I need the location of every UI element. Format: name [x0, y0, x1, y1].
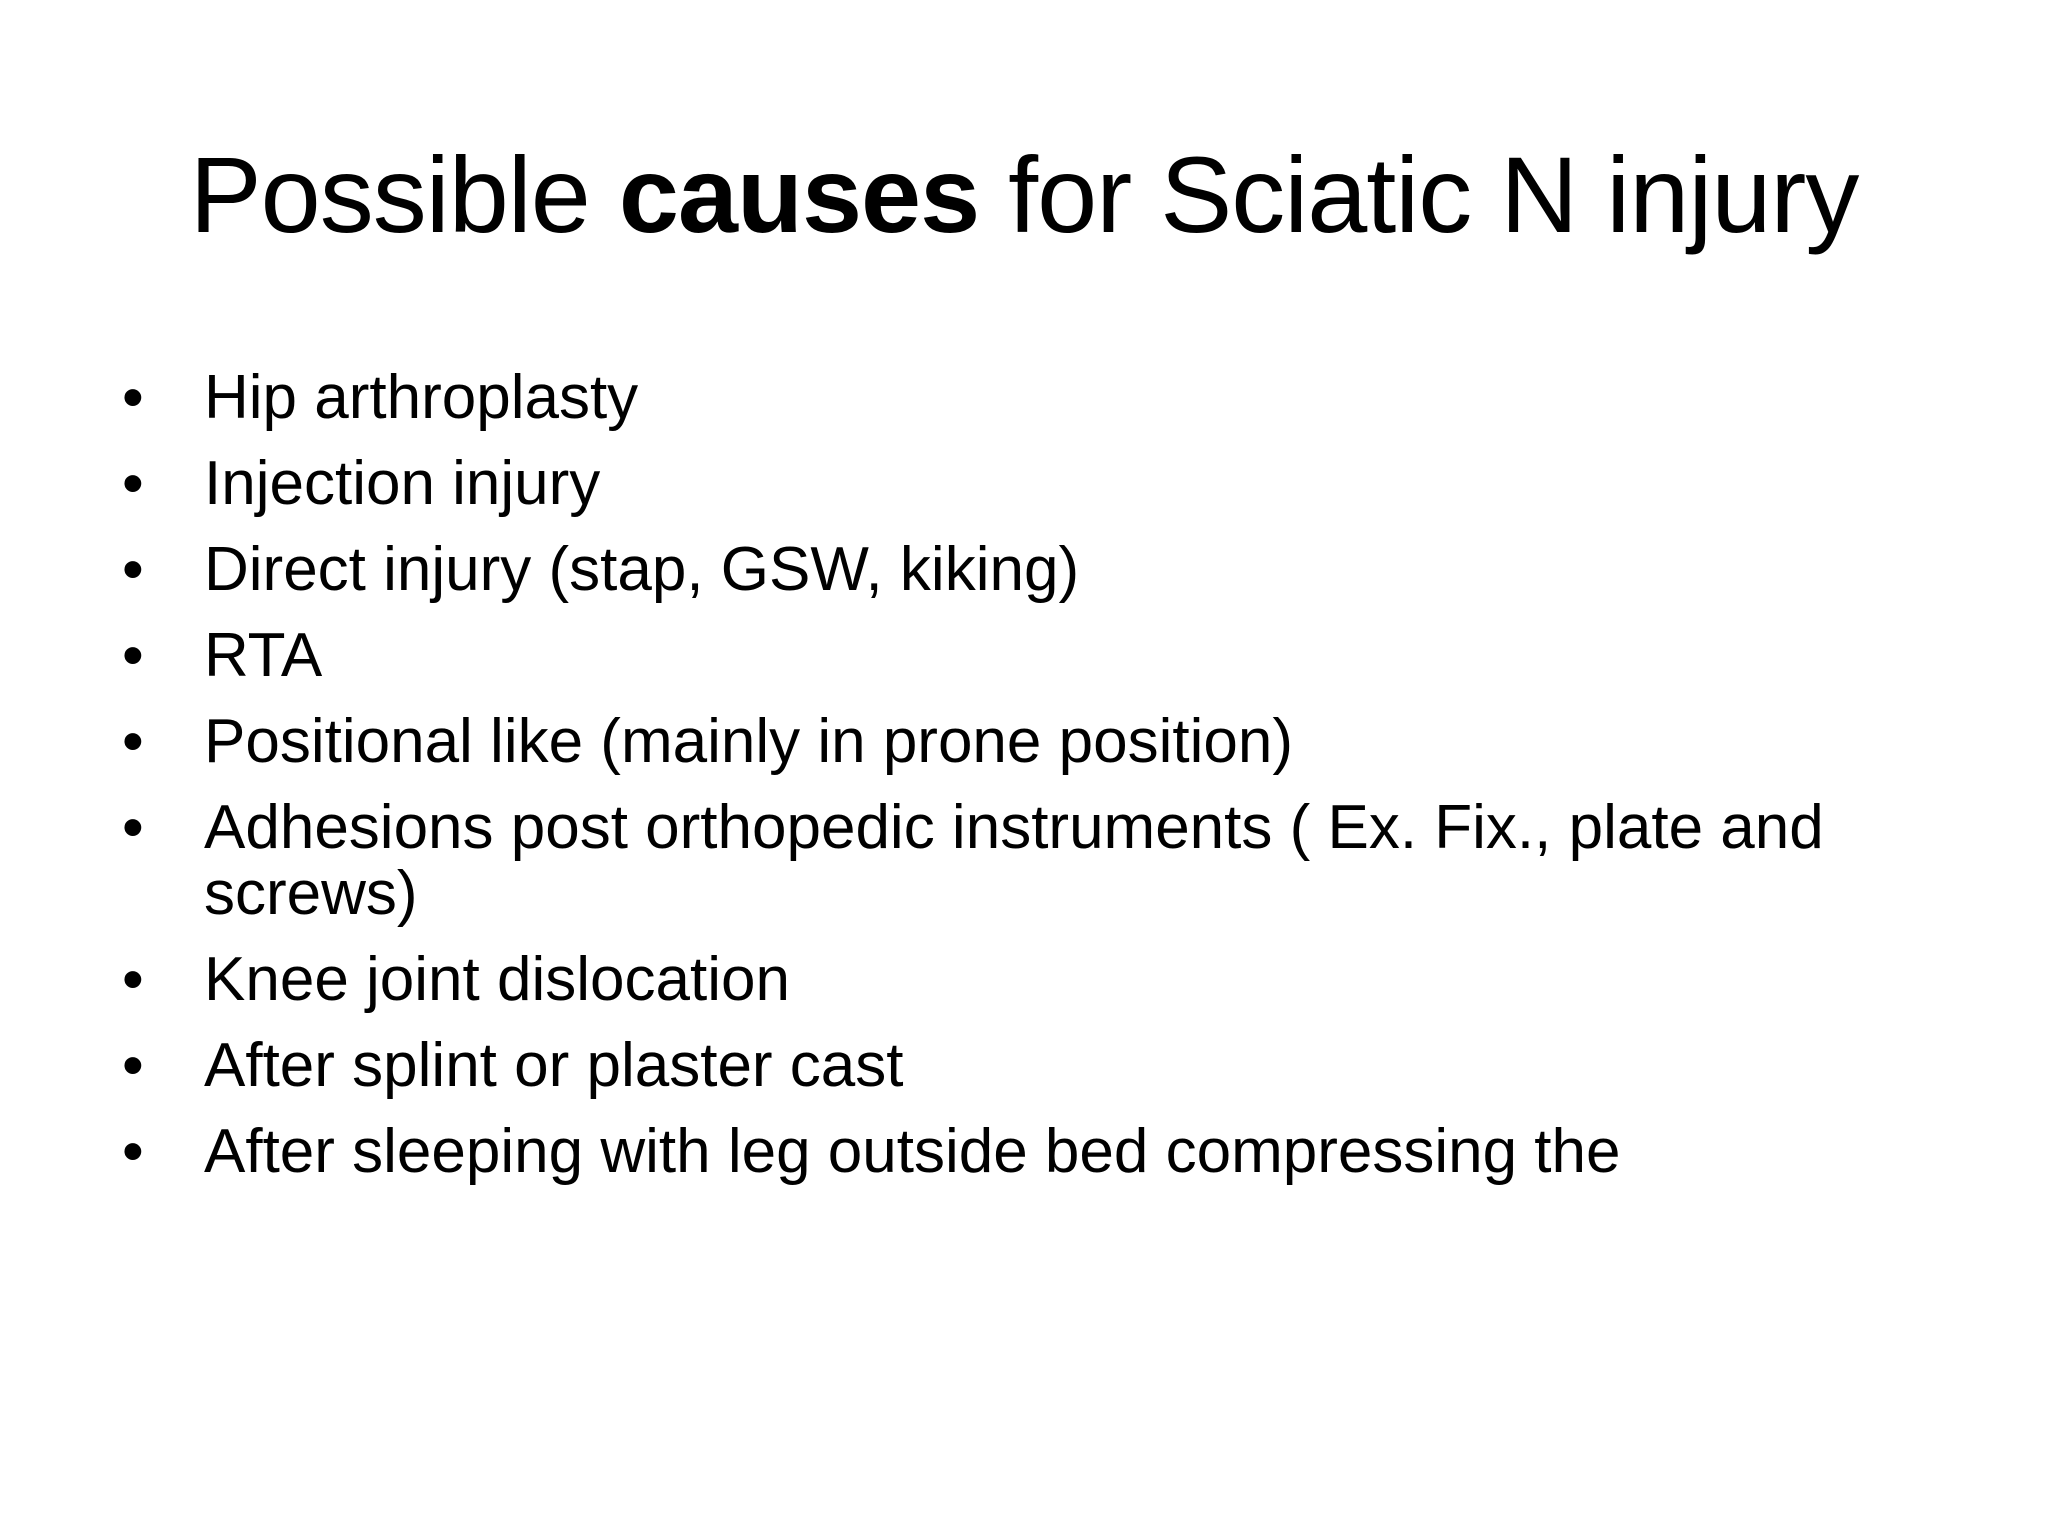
list-item: [120, 1119, 1940, 1185]
list-item-text: After sleeping with leg outside bed compressing the: [204, 1117, 1621, 1186]
list-item-text: RTA: [204, 621, 323, 690]
bullet-icon: •: [122, 793, 144, 862]
list-item: [120, 709, 1940, 775]
bullet-icon: •: [122, 707, 144, 776]
title-text-start: Possible: [189, 134, 619, 255]
title-text-end: for Sciatic N injury: [979, 134, 1859, 255]
list-item-text: After splint or plaster cast: [204, 1031, 904, 1100]
list-item-text: Knee joint dislocation: [204, 945, 790, 1014]
bullet-list: [120, 365, 1940, 1205]
list-item-text: Injection injury: [204, 449, 601, 518]
bullet-icon: •: [122, 363, 144, 432]
slide-title: [0, 130, 2048, 260]
bullet-icon: •: [122, 449, 144, 518]
list-item: [120, 537, 1940, 603]
list-item-text: Adhesions post orthopedic instruments ( Ex. Fix., plate and screws): [204, 793, 1824, 928]
bullet-icon: •: [122, 945, 144, 1014]
list-item: [120, 947, 1940, 1013]
bullet-icon: •: [122, 621, 144, 690]
list-item: [120, 1033, 1940, 1099]
bullet-icon: •: [122, 1117, 144, 1186]
list-item: [120, 623, 1940, 689]
list-item: [120, 451, 1940, 517]
bullet-icon: •: [122, 535, 144, 604]
list-item-text: Direct injury (stap, GSW, kiking): [204, 535, 1080, 604]
list-item-text: Hip arthroplasty: [204, 363, 639, 432]
bullet-icon: •: [122, 1031, 144, 1100]
list-item: [120, 365, 1940, 431]
title-text-bold: causes: [618, 134, 980, 255]
list-item: [120, 795, 1940, 927]
list-item-text: Positional like (mainly in prone position): [204, 707, 1293, 776]
